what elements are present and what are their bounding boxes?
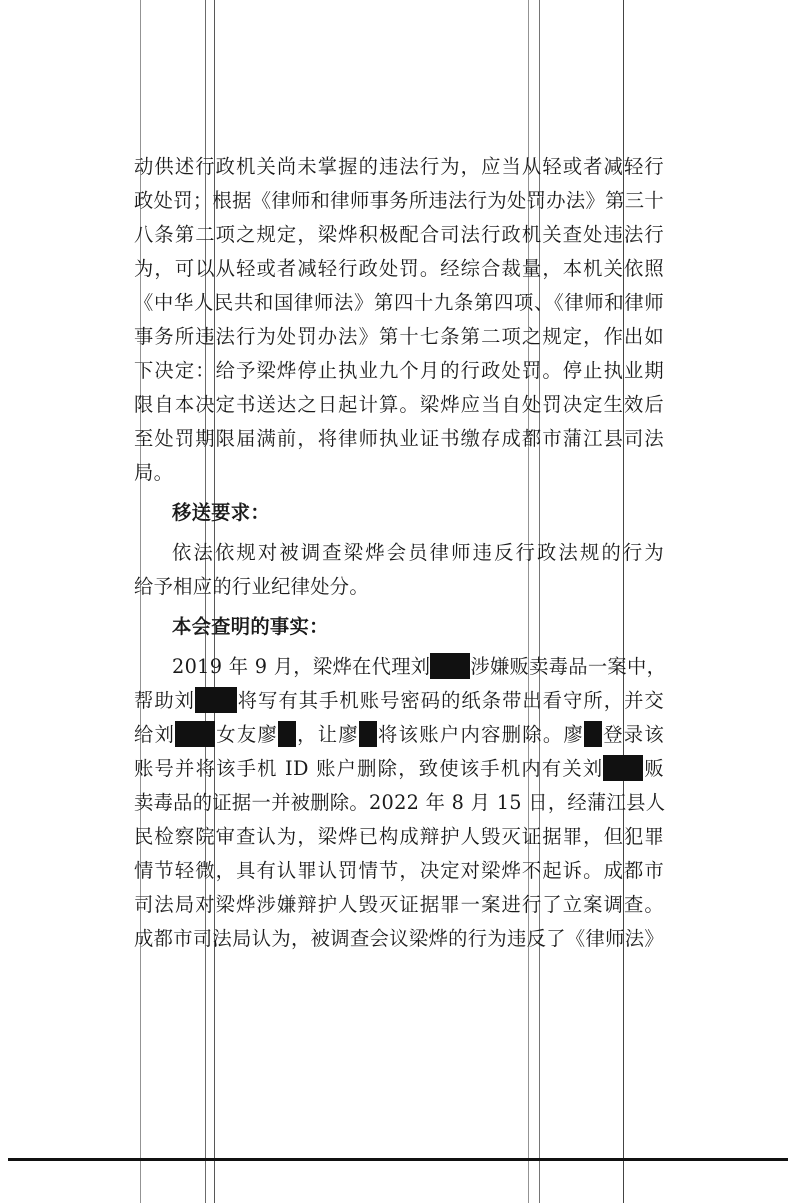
redaction-box [195,687,237,713]
text-line: 依法依规对被调查梁烨会员律师违反行政法规的行为 [172,541,664,564]
text-line: 成都市司法局认为，被调查会议梁烨的行为违反了《律师法》 [134,927,664,950]
text-line: 民检察院审查认为，梁烨已构成辩护人毁灭证据罪，但犯罪 [134,825,664,848]
text-line: 为，可以从轻或者减轻行政处罚。经综合裁量，本机关依照 [134,257,664,280]
redaction-box [603,755,643,781]
text-line: 至处罚期限届满前，将律师执业证书缴存成都市蒲江县司法 [134,427,664,450]
text-line: 政处罚；根据《律师和律师事务所违法行为处罚办法》第三十 [134,189,664,212]
text-line: 卖毒品的证据一并被删除。2022 年 8 月 15 日，经蒲江县人 [134,791,666,814]
text-line: 局。 [134,461,174,484]
paragraph-penalty-decision [134,150,664,490]
text-line: 事务所违法行为处罚办法》第十七条第二项之规定，作出如 [134,325,664,348]
paragraph-transfer [134,536,664,604]
text-line: 2019 年 9 月，梁烨在代理刘 涉嫌贩卖毒品一案中， [172,655,667,678]
document-body [134,150,667,956]
scan-bottom-rule [8,1158,788,1161]
text-line: 账号并将该手机 ID 账户删除，致使该手机内有关刘 贩 [134,757,664,780]
paragraph-facts [134,650,667,956]
text-line: 给刘 女友廖 ，让廖 将该账户内容删除。廖 登录该 [134,723,664,746]
redaction-box [584,721,602,747]
heading-transfer-requirements: 移送要求： [172,501,270,524]
text-line: 司法局对梁烨涉嫌辩护人毁灭证据罪一案进行了立案调查。 [134,893,664,916]
text-line: 《中华人民共和国律师法》第四十九条第四项、《律师和律师 [134,291,664,314]
text-line: 情节轻微，具有认罪认罚情节，决定对梁烨不起诉。成都市 [134,859,664,882]
redaction-box [175,721,215,747]
text-line: 限自本决定书送达之日起计算。梁烨应当自处罚决定生效后 [134,393,664,416]
heading-facts-found: 本会查明的事实： [172,615,329,638]
redaction-box [359,721,377,747]
redaction-box [430,653,470,679]
text-line: 下决定：给予梁烨停止执业九个月的行政处罚。停止执业期 [134,359,664,382]
text-line: 给予相应的行业纪律处分。 [134,575,369,598]
text-line: 帮助刘 将写有其手机账号密码的纸条带出看守所，并交 [134,689,664,712]
redaction-box [278,721,296,747]
text-line: 八条第二项之规定，梁烨积极配合司法行政机关查处违法行 [134,223,664,246]
text-line: 动供述行政机关尚未掌握的违法行为，应当从轻或者减轻行 [134,155,664,178]
